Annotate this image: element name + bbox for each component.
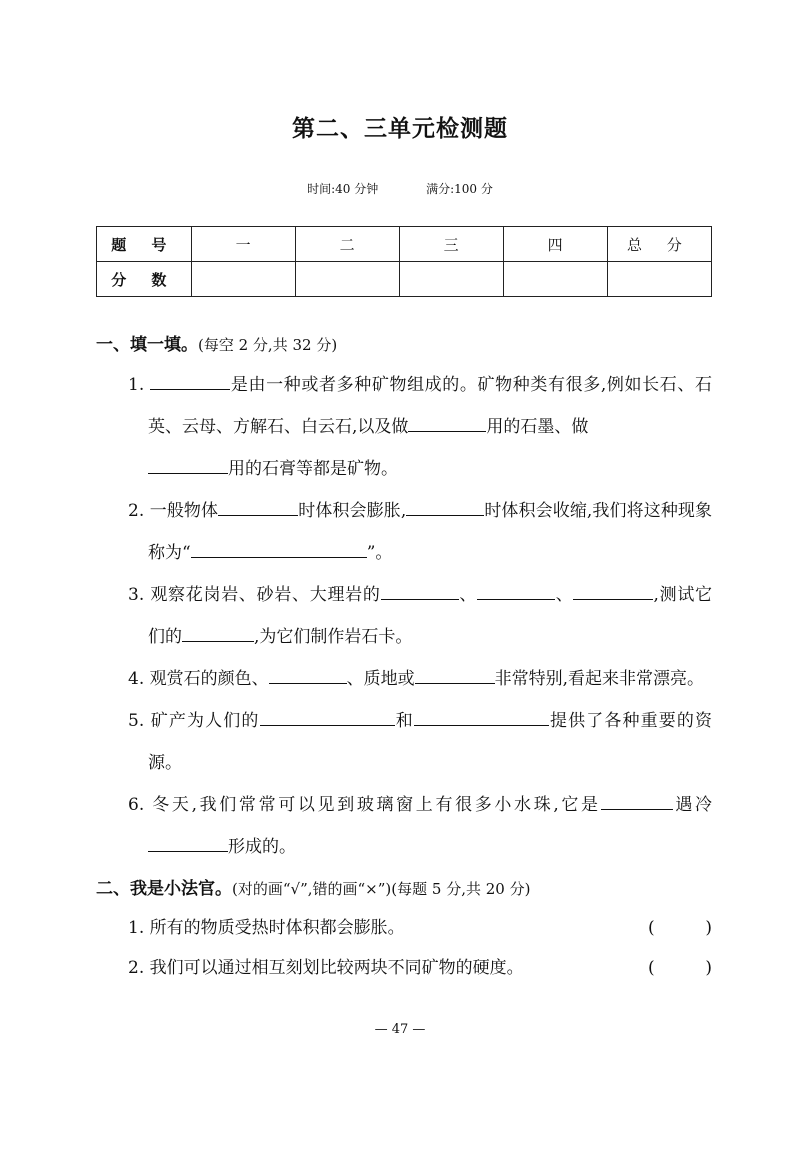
header-cell: 总 分: [607, 227, 711, 262]
question-text: 、质地或: [346, 669, 415, 689]
answer-blank[interactable]: [260, 705, 395, 726]
header-cell: 四: [503, 227, 607, 262]
score-table-score-row: [97, 262, 712, 297]
question-text: ,为它们制作岩石卡。: [254, 627, 413, 647]
full-score: 满分:100 分: [426, 182, 493, 196]
header-cell: 三: [399, 227, 503, 262]
score-table: [96, 226, 712, 297]
question-text: 非常特别,看起来非常漂亮。: [494, 669, 705, 689]
question-text: ,测试它们的: [148, 585, 713, 647]
question-text: 时体积会膨胀,: [298, 501, 407, 521]
score-table-header-row: [97, 227, 712, 262]
answer-blank[interactable]: [191, 537, 367, 558]
section-1-heading: [96, 326, 712, 364]
question-text: 形成的。: [228, 837, 296, 857]
question-text: 用的石墨、做: [486, 417, 589, 437]
answer-blank[interactable]: [477, 579, 555, 600]
answer-blank[interactable]: [601, 789, 673, 810]
score-cell[interactable]: [191, 262, 295, 297]
question-text: 冬天,我们常常可以见到玻璃窗上有很多小水珠,它是: [152, 795, 601, 815]
question-text: 时体积会收缩,我们将这种现象称为“: [148, 501, 713, 563]
answer-blank[interactable]: [414, 705, 549, 726]
score-cell[interactable]: [607, 262, 711, 297]
statement-text: 2. 我们可以通过相互刻划比较两块不同矿物的硬度。: [128, 958, 524, 978]
question-4: [96, 658, 712, 700]
section-2-heading: [96, 870, 712, 908]
answer-blank[interactable]: [182, 621, 254, 642]
row-label-cell: 分 数: [97, 262, 192, 297]
answer-blank[interactable]: [573, 579, 653, 600]
answer-blank[interactable]: [415, 663, 495, 684]
answer-bracket[interactable]: [648, 908, 712, 948]
page-number: — 47 —: [374, 1022, 426, 1037]
section-2-label: 二、我是小法官。: [96, 879, 232, 899]
bracket-close: ): [705, 918, 712, 938]
question-text: 提供了各种重要的资源。: [148, 711, 713, 773]
answer-blank[interactable]: [408, 411, 486, 432]
answer-blank[interactable]: [381, 579, 459, 600]
question-text: 用的石膏等都是矿物。: [228, 459, 398, 479]
question-text: 观察花岗岩、砂岩、大理岩的: [150, 585, 381, 605]
answer-blank[interactable]: [148, 831, 228, 852]
exam-meta: [0, 180, 800, 197]
bracket-open: (: [648, 918, 655, 938]
section-1-note: (每空 2 分,共 32 分): [198, 336, 338, 354]
answer-blank[interactable]: [406, 495, 484, 516]
question-2: [96, 490, 712, 574]
question-text: 遇冷: [672, 795, 713, 815]
question-number: 5.: [128, 711, 151, 731]
answer-blank[interactable]: [148, 453, 228, 474]
score-cell[interactable]: [399, 262, 503, 297]
true-false-item: [96, 948, 712, 988]
header-cell: 一: [191, 227, 295, 262]
question-5: [96, 700, 712, 784]
header-cell: 二: [295, 227, 399, 262]
section-1-label: 一、填一填。: [96, 335, 198, 355]
page-title: 第二、三单元检测题: [292, 116, 508, 142]
question-number: 6.: [128, 795, 153, 815]
question-number: 2.: [128, 501, 150, 521]
question-number: 3.: [128, 585, 151, 605]
question-3: [96, 574, 712, 658]
answer-blank[interactable]: [218, 495, 298, 516]
question-text: 一般物体: [149, 501, 219, 521]
bracket-close: ): [705, 958, 712, 978]
section-2-note: (对的画“√”,错的画“×”)(每题 5 分,共 20 分): [232, 880, 531, 898]
question-number: 1.: [128, 375, 151, 395]
answer-blank[interactable]: [269, 663, 347, 684]
score-cell[interactable]: [295, 262, 399, 297]
true-false-item: [96, 908, 712, 948]
separator: 、: [555, 585, 574, 605]
question-6: [96, 784, 712, 868]
statement-text: 1. 所有的物质受热时体积都会膨胀。: [128, 918, 405, 938]
question-text: 观赏石的颜色、: [149, 669, 269, 689]
separator: 、: [458, 585, 478, 605]
question-number: 4.: [128, 669, 150, 689]
question-1: [96, 364, 712, 490]
header-cell: 题 号: [97, 227, 192, 262]
bracket-open: (: [648, 958, 655, 978]
exam-content: [96, 326, 712, 988]
time-limit: 时间:40 分钟: [307, 182, 379, 196]
score-cell[interactable]: [503, 262, 607, 297]
answer-blank[interactable]: [150, 369, 230, 390]
question-text: 和: [394, 711, 414, 731]
question-text: 是由一种或者多种矿物组成的。矿物种类有很多,例如长石、石英、云母、方解石、白云石,以及做: [148, 375, 713, 437]
answer-bracket[interactable]: [648, 948, 712, 988]
question-text: ”。: [366, 543, 393, 563]
question-text: 矿产为人们的: [150, 711, 260, 731]
